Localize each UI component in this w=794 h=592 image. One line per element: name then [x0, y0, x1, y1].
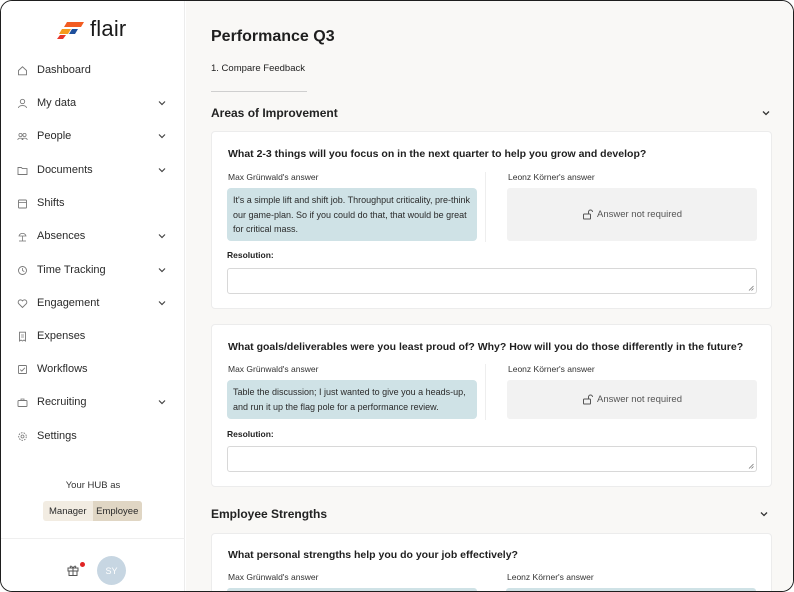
left-answer-text: It's a simple lift and shift job. Throughput criticality, pre-think our game-plan. So if you could do that, that would be great for critical mass.: [227, 188, 477, 241]
sidebar-item-label: Absences: [37, 230, 86, 242]
folder-icon: [17, 165, 28, 176]
clock-icon: [17, 265, 28, 276]
question-card: [211, 324, 772, 487]
chevron-down-icon[interactable]: [157, 98, 167, 108]
sidebar-item-label: People: [37, 130, 72, 142]
question-text: What goals/deliverables were you least proud of? Why? How will you do those differently in the future?: [228, 341, 744, 353]
checkbox-icon: [17, 364, 28, 375]
answer-not-required-text: Answer not required: [596, 394, 683, 405]
sidebar-item-absences[interactable]: [17, 224, 175, 248]
sidebar-item-label: Engagement: [37, 297, 100, 309]
main-content: [186, 1, 794, 592]
resolution-label: Resolution:: [227, 429, 274, 439]
resolution-input[interactable]: [227, 268, 757, 294]
gift-icon[interactable]: [67, 564, 79, 576]
gear-icon: [17, 431, 28, 442]
chevron-down-icon[interactable]: [157, 131, 167, 141]
sidebar-item-dashboard[interactable]: [17, 58, 175, 82]
section-header-employee-strengths[interactable]: [211, 504, 769, 524]
calendar-icon: [17, 198, 28, 209]
logo[interactable]: [57, 17, 126, 41]
sidebar-divider: [1, 538, 185, 539]
briefcase-icon: [17, 397, 28, 408]
sidebar-item-my-data[interactable]: [17, 91, 175, 115]
lock-open-icon: [582, 209, 593, 220]
resolution-label: Resolution:: [227, 250, 274, 260]
right-answer-name: Leonz Körner's answer: [508, 172, 595, 182]
sidebar-item-label: Documents: [37, 164, 93, 176]
resolution-input[interactable]: [227, 446, 757, 472]
chevron-down-icon: [761, 108, 771, 118]
beach-icon: [17, 231, 28, 242]
sidebar-item-label: My data: [37, 97, 77, 109]
left-answer-name: Max Grünwald's answer: [228, 364, 319, 374]
sidebar-item-label: Time Tracking: [37, 264, 106, 276]
answer-not-required: [507, 380, 757, 419]
question-text: What 2-3 things will you focus on in the next quarter to help you grow and develop?: [228, 148, 647, 160]
section-title: Employee Strengths: [211, 507, 328, 521]
sidebar-item-settings[interactable]: [17, 424, 175, 448]
left-answer-name: Max Grünwald's answer: [228, 172, 319, 182]
chevron-down-icon: [759, 509, 769, 519]
sidebar-item-label: Shifts: [37, 197, 65, 209]
receipt-icon: [17, 331, 28, 342]
resize-grip-icon[interactable]: [748, 463, 754, 469]
sidebar-item-label: Recruiting: [37, 396, 87, 408]
section-header-areas-of-improvement[interactable]: [211, 103, 771, 123]
user-icon: [17, 98, 28, 109]
sidebar-item-recruiting[interactable]: [17, 390, 175, 414]
sidebar-item-label: Workflows: [37, 363, 88, 375]
chevron-down-icon[interactable]: [157, 397, 167, 407]
left-answer-text: Table the discussion; I just wanted to give you a heads-up, and run it up the flag pole for a performance review.: [227, 380, 477, 419]
left-answer-name: Max Grünwald's answer: [228, 572, 319, 582]
logo-text: flair: [90, 16, 127, 41]
right-answer-box: [506, 588, 756, 592]
sidebar-item-people[interactable]: [17, 124, 175, 148]
sidebar-item-shifts[interactable]: [17, 191, 175, 215]
hub-role-toggle: [43, 501, 142, 521]
sidebar-item-label: Settings: [37, 430, 77, 442]
hub-title: Your HUB as: [65, 480, 121, 491]
sidebar-item-documents[interactable]: [17, 158, 175, 182]
answer-not-required: [507, 188, 757, 241]
people-icon: [17, 131, 28, 142]
chevron-down-icon[interactable]: [157, 165, 167, 175]
sidebar-item-label: Expenses: [37, 330, 86, 342]
heart-icon: [17, 298, 28, 309]
tab-compare-feedback[interactable]: 1. Compare Feedback: [211, 63, 305, 74]
answer-divider: [485, 364, 486, 420]
answer-divider: [485, 172, 486, 242]
sidebar-item-expenses[interactable]: [17, 324, 175, 348]
sidebar-item-engagement[interactable]: [17, 291, 175, 315]
question-card: [211, 533, 772, 592]
section-title: Areas of Improvement: [211, 106, 338, 120]
right-answer-name: Leonz Körner's answer: [508, 364, 595, 374]
sidebar-item-workflows[interactable]: [17, 357, 175, 381]
hub-employee-button[interactable]: Employee: [93, 501, 143, 521]
page-title: Performance Q3: [211, 28, 335, 45]
chevron-down-icon[interactable]: [157, 231, 167, 241]
left-answer-box: [227, 588, 477, 592]
question-card: [211, 131, 772, 309]
sidebar-item-time-tracking[interactable]: [17, 258, 175, 282]
sidebar-item-label: Dashboard: [37, 64, 91, 76]
right-answer-name: Leonz Körner's answer: [507, 572, 594, 582]
subtab-underline: [211, 91, 307, 92]
chevron-down-icon[interactable]: [157, 265, 167, 275]
flair-logo-icon: [57, 19, 85, 39]
question-text: What personal strengths help you do your job effectively?: [228, 549, 518, 561]
avatar[interactable]: SY: [97, 556, 126, 585]
hub-manager-button[interactable]: Manager: [49, 505, 87, 517]
chevron-down-icon[interactable]: [157, 298, 167, 308]
sidebar: [1, 1, 185, 592]
answer-not-required-text: Answer not required: [596, 209, 683, 220]
resize-grip-icon[interactable]: [748, 285, 754, 291]
home-icon: [17, 65, 28, 76]
lock-open-icon: [582, 394, 593, 405]
notification-dot: [80, 562, 85, 567]
